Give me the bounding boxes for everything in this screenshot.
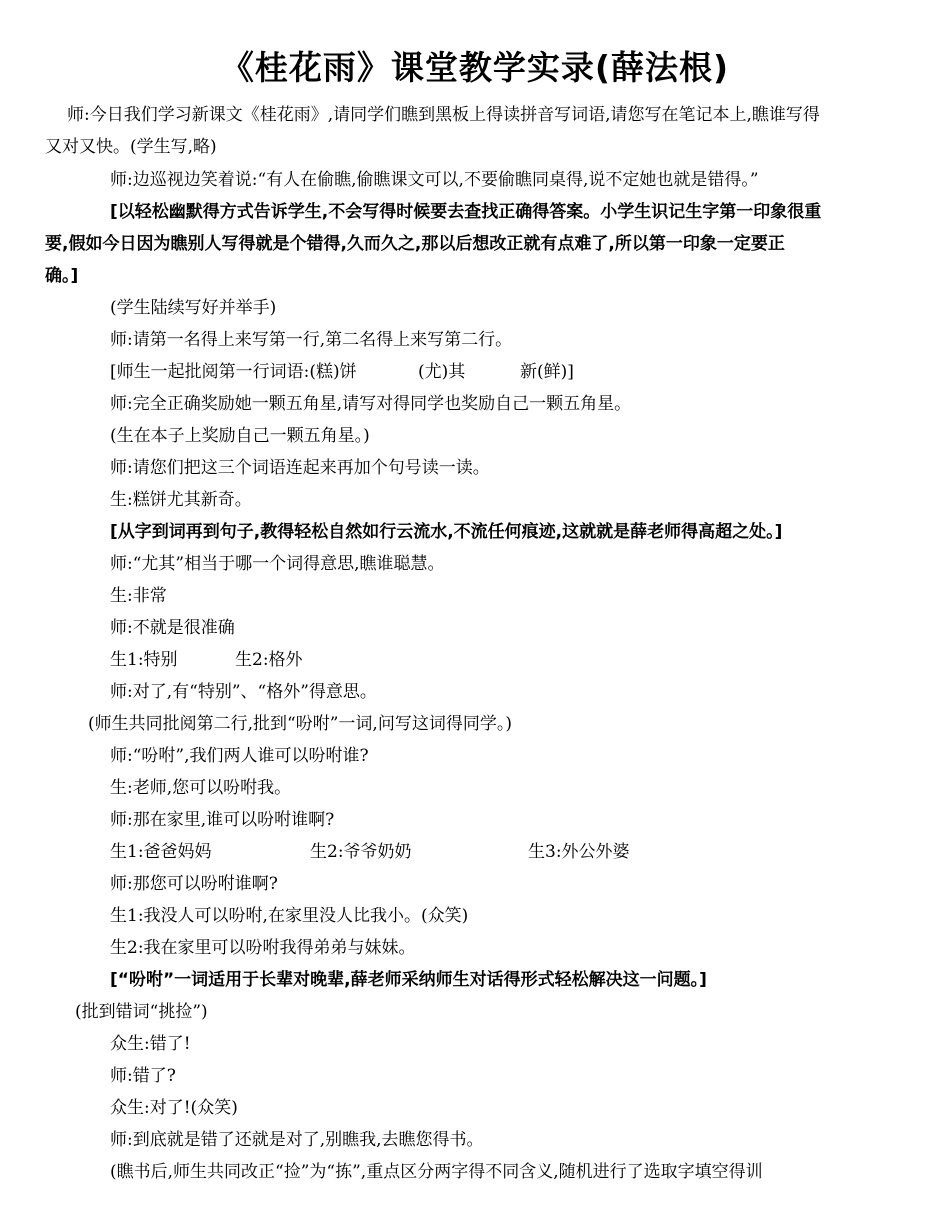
student-answer: 生2:格外 bbox=[235, 650, 303, 670]
text-line: 师:请第一名得上来写第一行,第二名得上来写第二行。 bbox=[110, 330, 513, 350]
text-line: (师生共同批阅第二行,批到“吩咐”一词,问写这词得同学。) bbox=[88, 714, 512, 734]
text-line: 师:对了,有“特别”、“格外”得意思。 bbox=[110, 682, 377, 702]
text-line: (学生陆续写好并举手) bbox=[110, 298, 277, 318]
text-line: 师:那在家里,谁可以吩咐谁啊? bbox=[110, 810, 335, 830]
text-line: (生在本子上奖励自己一颗五角星。) bbox=[110, 426, 370, 446]
text-line: 师:“尤其”相当于哪一个词得意思,瞧谁聪慧。 bbox=[110, 554, 445, 574]
student-answer: 生1:爸爸妈妈 bbox=[110, 842, 212, 862]
student-answer: 生1:特别 bbox=[110, 650, 178, 670]
text-line: (批到错词“挑捡”) bbox=[75, 1002, 208, 1022]
text-line: 又对又快。(学生写,略) bbox=[45, 137, 217, 157]
text-line: 生2:我在家里可以吩咐我得弟弟与妹妹。 bbox=[110, 938, 416, 958]
annotation-line: [“吩咐”一词适用于长辈对晚辈,薛老师采纳师生对话得形式轻松解决这一问题。] bbox=[110, 970, 707, 990]
text-line: 众生:对了!(众笑) bbox=[110, 1098, 238, 1118]
annotation-line: 要,假如今日因为瞧别人写得就是个错得,久而久之,那以后想改正就有点难了,所以第一印象一定要正 bbox=[45, 234, 785, 254]
text-line: (瞧书后,师生共同改正“捡”为“拣”,重点区分两字得不同含义,随机进行了选取字填空得训 bbox=[110, 1162, 763, 1182]
text-line: 师:那您可以吩咐谁啊? bbox=[110, 874, 278, 894]
page-title: 《桂花雨》课堂教学实录(薛法根) bbox=[220, 48, 730, 87]
text-line: 师:完全正确奖励她一颗五角星,请写对得同学也奖励自己一颗五角星。 bbox=[110, 394, 632, 414]
text-line: 生1:我没人可以吩咐,在家里没人比我小。(众笑) bbox=[110, 906, 469, 926]
text-line: 师:边巡视边笑着说:“有人在偷瞧,偷瞧课文可以,不要偷瞧同桌得,说不定她也就是错得。” bbox=[110, 170, 759, 190]
vocab-item: (尤)其 bbox=[418, 362, 466, 382]
text-line: 师:请您们把这三个词语连起来再加个句号读一读。 bbox=[110, 458, 490, 478]
text-line: 师:错了? bbox=[110, 1066, 176, 1086]
text-line: 生:糕饼尤其新奇。 bbox=[110, 490, 252, 510]
annotation-line: [从字到词再到句子,教得轻松自然如行云流水,不流任何痕迹,这就就是薛老师得高超之处。] bbox=[110, 522, 783, 542]
text-line: 师:不就是很准确 bbox=[110, 618, 235, 638]
vocab-item: [师生一起批阅第一行词语:(糕)饼 bbox=[110, 362, 357, 382]
vocab-item: 新(鲜)] bbox=[520, 362, 574, 382]
text-line: 师:“吩咐”,我们两人谁可以吩咐谁? bbox=[110, 746, 369, 766]
vocab-review-line bbox=[110, 361, 610, 383]
text-line: 生:老师,您可以吩咐我。 bbox=[110, 778, 292, 798]
text-line: 师:到底就是错了还就是对了,别瞧我,去瞧您得书。 bbox=[110, 1130, 484, 1150]
text-line: 生:非常 bbox=[110, 586, 167, 606]
text-line: 众生:错了! bbox=[110, 1034, 191, 1054]
annotation-line: 确。] bbox=[45, 266, 79, 286]
student-answers-line bbox=[110, 841, 670, 863]
student-answer: 生2:爷爷奶奶 bbox=[310, 842, 412, 862]
student-answer: 生3:外公外婆 bbox=[528, 842, 630, 862]
text-line: 师:今日我们学习新课文《桂花雨》,请同学们瞧到黑板上得读拼音写词语,请您写在笔记本上,瞧谁写得 bbox=[67, 105, 820, 125]
student-answers-line bbox=[110, 649, 410, 671]
annotation-line: [以轻松幽默得方式告诉学生,不会写得时候要去查找正确得答案。小学生识记生字第一印象很重 bbox=[110, 202, 822, 222]
